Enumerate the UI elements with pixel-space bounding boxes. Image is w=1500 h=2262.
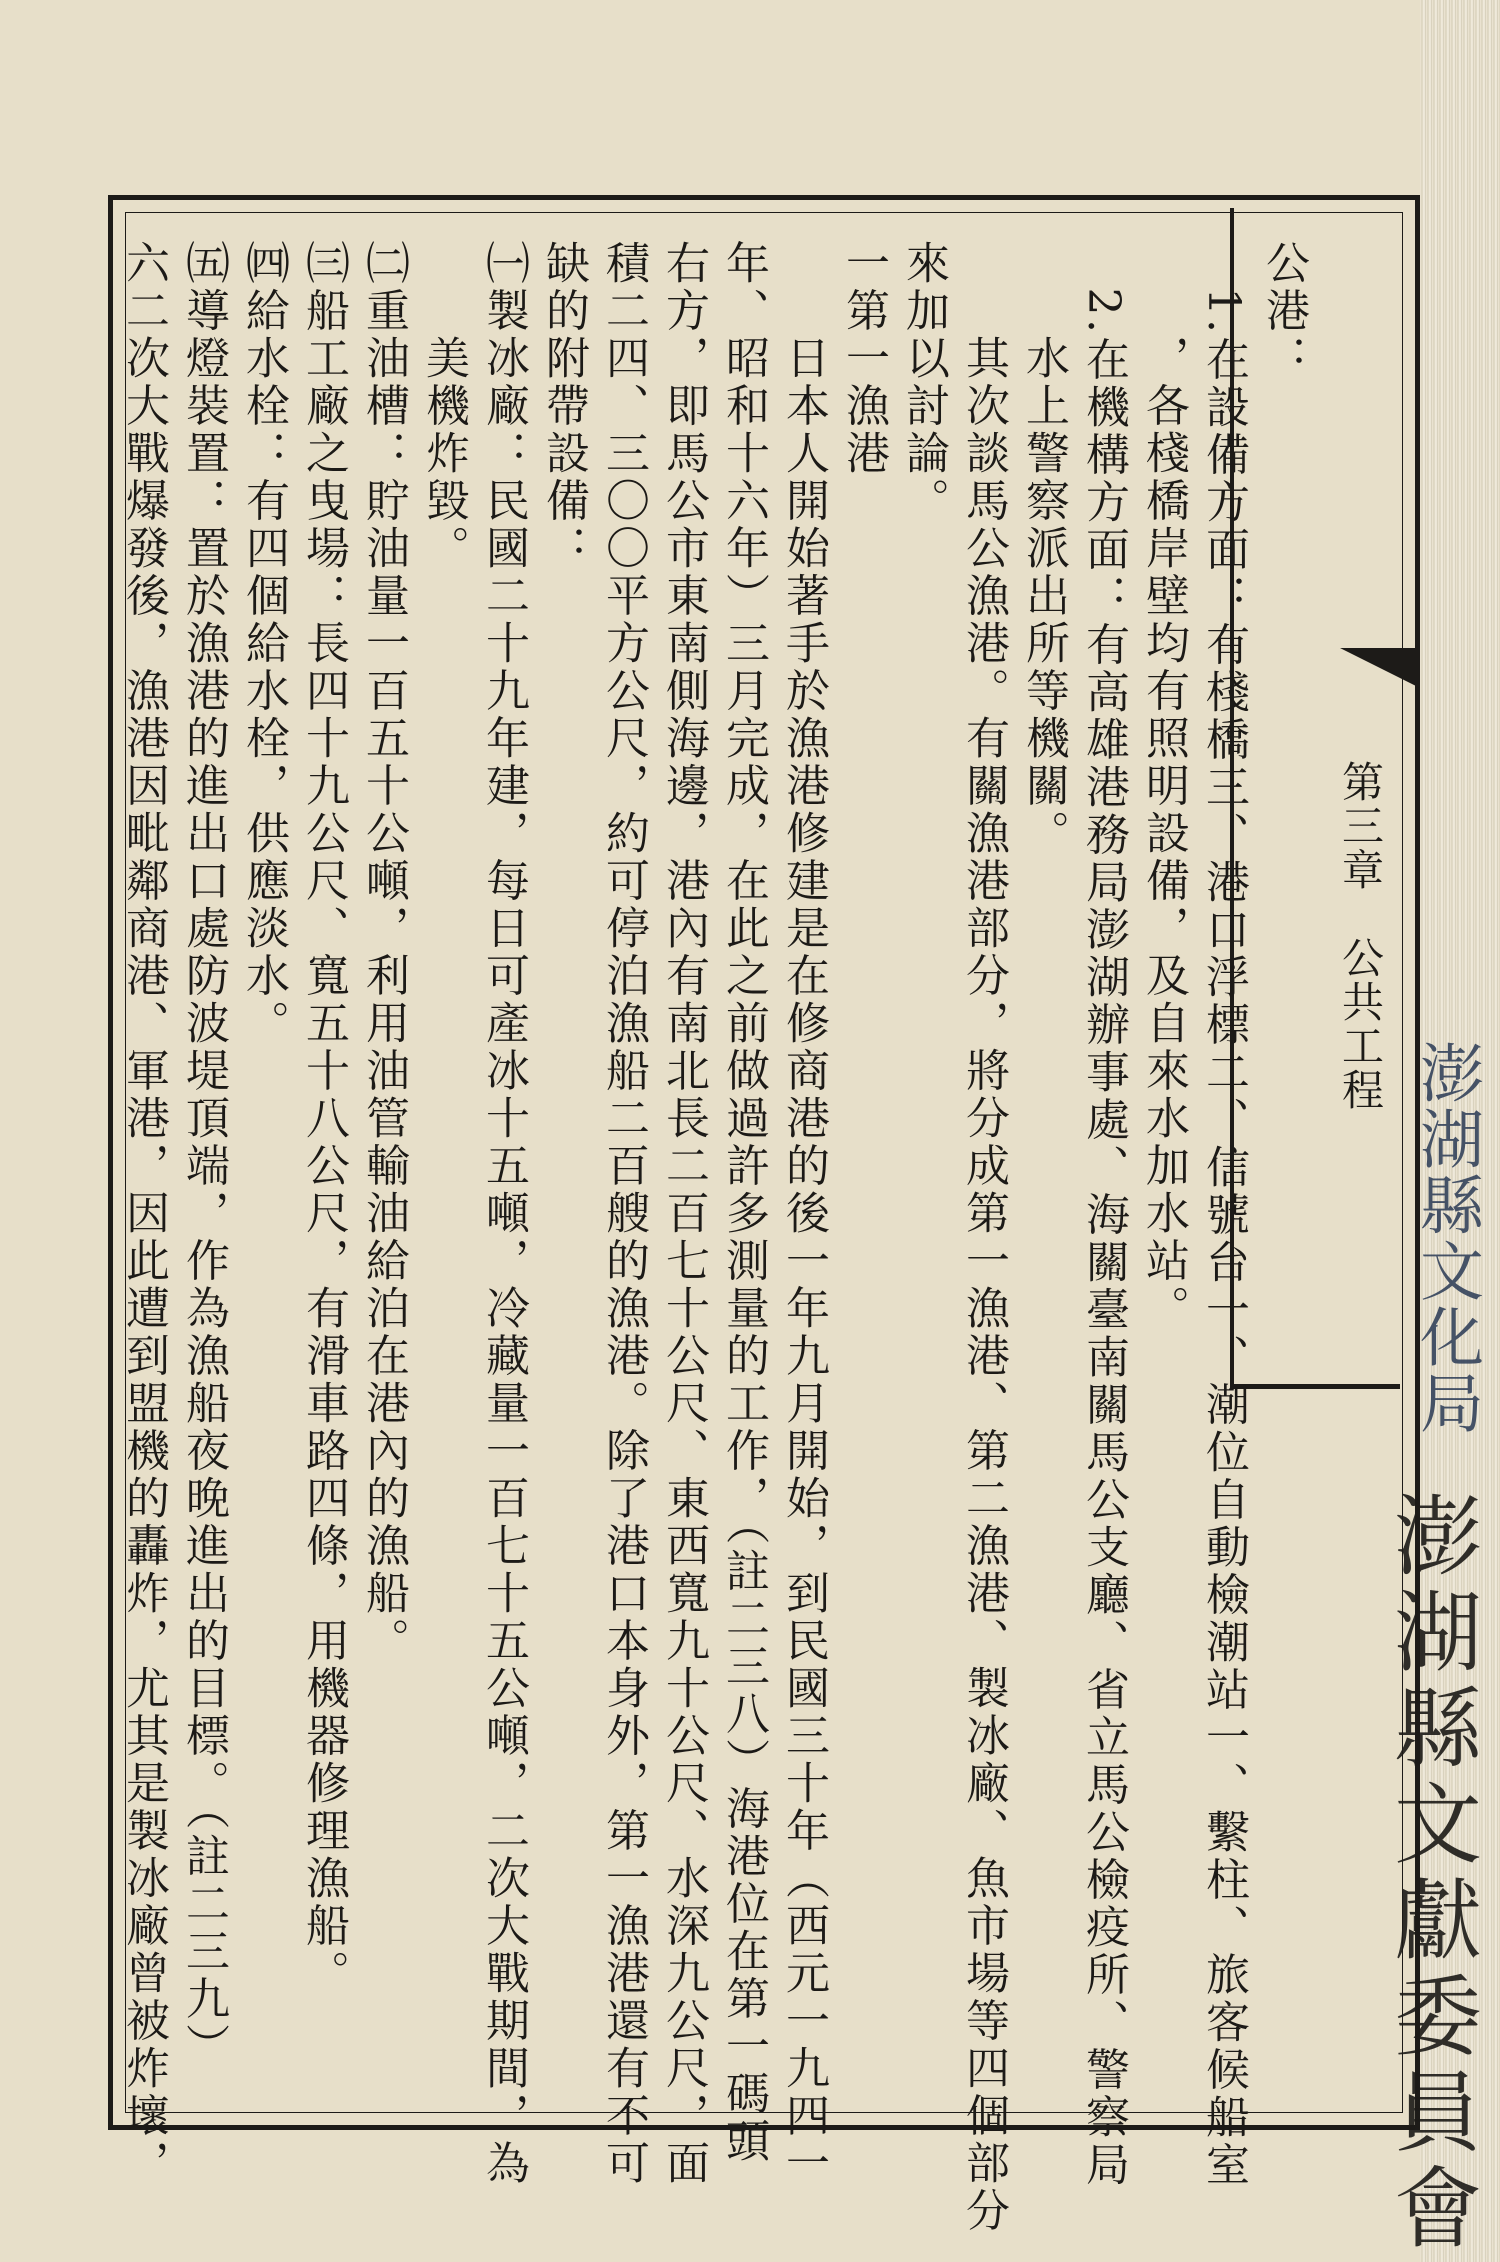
text-column: 右方，即馬公市東南側海邊，港內有南北長二百七十公尺、東西寬九十公尺、水深九公尺，面 [658, 240, 709, 2188]
edge-watermark: 澎湖縣文獻委員會 [1380, 1490, 1483, 2258]
text-column: 日本人開始著手於漁港修建是在修商港的後一年九月開始，到民國三十年（西元一九四一 [778, 335, 829, 2188]
text-column: 美機炸毀。 [418, 335, 469, 573]
library-stamp: 澎湖縣文化局 [1409, 1040, 1483, 1436]
text-column: 一第一漁港 [838, 240, 889, 478]
text-column: 水上警察派出所等機關。 [1018, 335, 1069, 858]
text-column: 1.在設備方面：有棧橋三、港口浮標二、信號台一、潮位自動檢潮站一、繫柱、旅客候船室 [1198, 240, 1249, 2189]
text-column: ㈣給水栓：有四個給水栓，供應淡水。 [238, 240, 289, 1048]
text-column: ㈡重油槽：貯油量一百五十公噸，利用油管輸油給泊在港內的漁船。 [358, 240, 409, 1665]
text-column: 年、昭和十六年）三月完成，在此之前做過許多測量的工作，（註二三八）海港位在第一碼頭 [718, 240, 769, 2166]
chapter-heading: 第三章 公共工程 [1336, 760, 1385, 1112]
text-column: 其次談馬公漁港。有關漁港部分，將分成第一漁港、第二漁港、製冰廠、魚市場等四個部分 [958, 335, 1009, 2235]
text-column: 公港： [1258, 240, 1309, 383]
header-divider-foot [1230, 1384, 1400, 1389]
text-column: ㈠製冰廠：民國二十九年建，每日可產冰十五噸，冷藏量一百七十五公噸，二次大戰期間，為 [478, 240, 529, 2188]
text-column: 來加以討論。 [898, 240, 949, 525]
text-column: 缺的附帶設備： [538, 240, 589, 573]
text-column: ㈤導燈裝置：置於漁港的進出口處防波堤頂端，作為漁船夜晚進出的目標。（註二三九） [178, 240, 229, 2071]
text-column: 2.在機構方面：有高雄港務局澎湖辦事處、海關臺南關馬公支廳、省立馬公檢疫所、警察局 [1078, 240, 1129, 2189]
text-column: 積二四、三〇〇平方公尺，約可停泊漁船二百艘的漁港。除了港口本身外，第一漁港還有不可 [598, 240, 649, 2188]
text-column: ㈢船工廠之曳場：長四十九公尺、寬五十八公尺，有滑車路四條，用機器修理漁船。 [298, 240, 349, 1998]
text-column: 六二次大戰爆發後，漁港因毗鄰商港、軍港，因此遭到盟機的轟炸，尤其是製冰廠曾被炸壞， [118, 240, 169, 2188]
text-column: ，各棧橋岸壁均有照明設備，及自來水加水站。 [1138, 335, 1189, 1333]
